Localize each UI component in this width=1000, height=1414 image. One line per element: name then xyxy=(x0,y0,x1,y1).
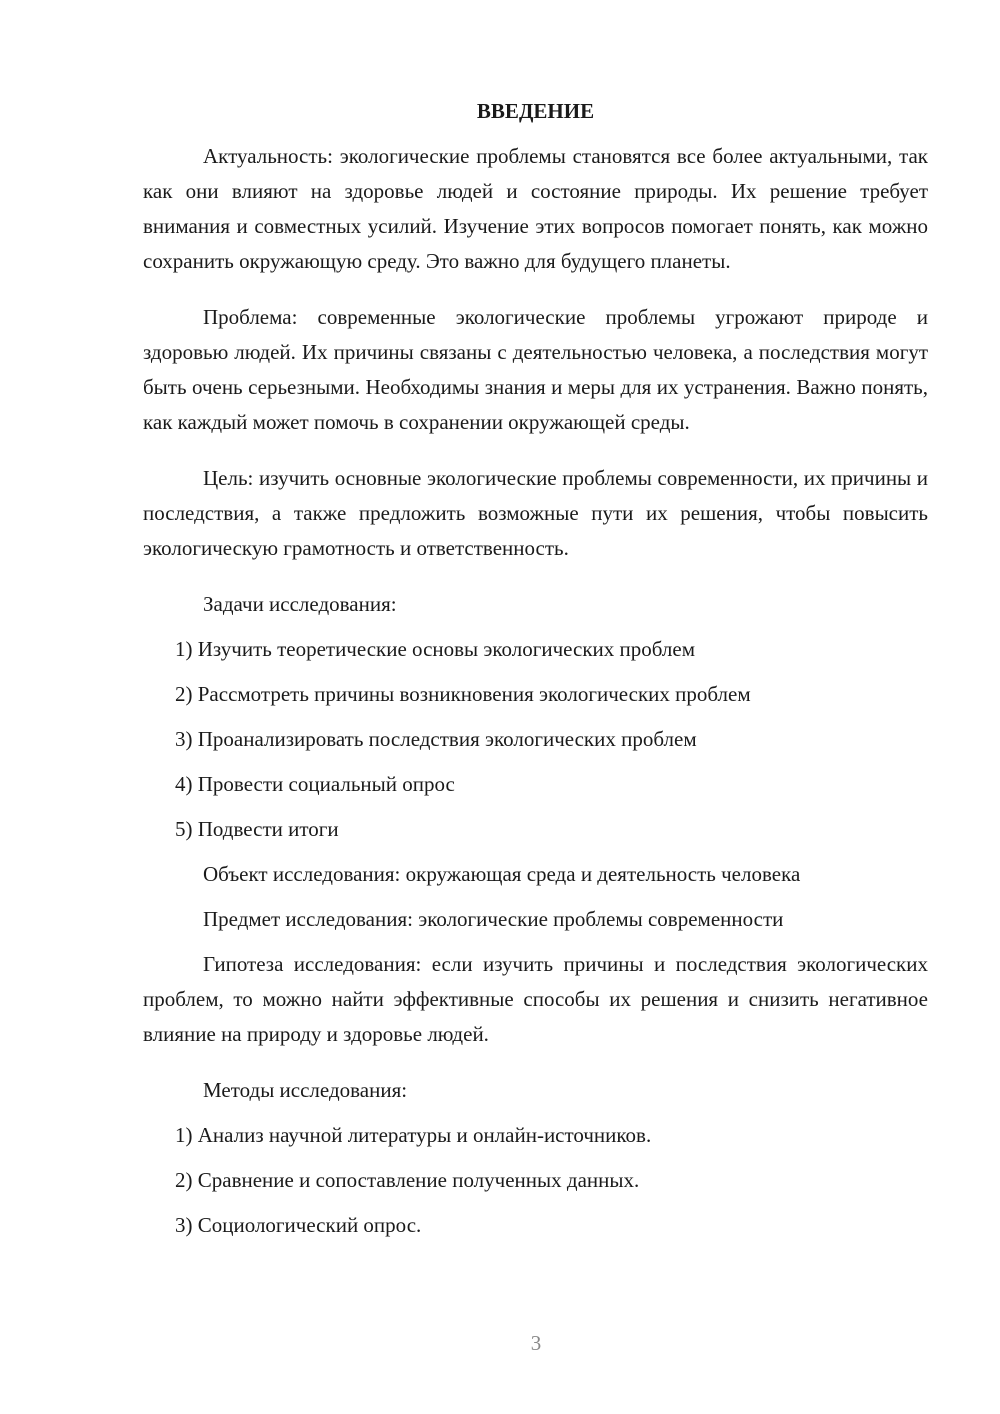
paragraph-gap xyxy=(143,289,928,300)
task-item: 4) Провести социальный опрос xyxy=(175,772,455,796)
problem-paragraph: Проблема: современные экологические проблемы угрожают природе и здоровью людей. Их причины связаны с деятельностью человека, а последствия могут быть очень серьезными. Необходимы знания и меры для их устранения. Важно понять, как каждый может помочь в сохранении окружающей среды. xyxy=(143,305,928,434)
paragraph-gap xyxy=(143,576,928,587)
hypothesis-paragraph: Гипотеза исследования: если изучить причины и последствия экологических проблем, то можно найти эффективные способы их решения и снизить негативное влияние на природу и здоровье людей. xyxy=(143,952,928,1046)
goal-paragraph: Цель: изучить основные экологические проблемы современности, их причины и последствия, а также предложить возможные пути их решения, чтобы повысить экологическую грамотность и ответственность. xyxy=(143,466,928,560)
relevance-paragraph: Актуальность: экологические проблемы становятся все более актуальными, так как они влияют на здоровье людей и состояние природы. Их решение требует внимания и совместных усилий. Изучение этих вопросов помогает понять, как можно сохранить окружающую среду. Это важно для будущего планеты. xyxy=(143,144,928,273)
paragraph-gap xyxy=(143,450,928,461)
task-item: 1) Изучить теоретические основы экологических проблем xyxy=(175,637,696,661)
method-item: 2) Сравнение и сопоставление полученных данных. xyxy=(175,1168,640,1192)
method-item: 1) Анализ научной литературы и онлайн-источников. xyxy=(175,1123,652,1147)
paragraph-gap xyxy=(143,1062,928,1073)
methods-heading: Методы исследования: xyxy=(203,1078,408,1102)
task-item: 2) Рассмотреть причины возникновения экологических проблем xyxy=(175,682,751,706)
task-item: 5) Подвести итоги xyxy=(175,817,339,841)
tasks-heading: Задачи исследования: xyxy=(203,592,397,616)
method-item: 3) Социологический опрос. xyxy=(175,1213,422,1237)
document-page xyxy=(143,95,928,1253)
task-item: 3) Проанализировать последствия экологических проблем xyxy=(175,727,697,751)
subject-line: Предмет исследования: экологические проблемы современности xyxy=(203,907,784,931)
section-title: ВВЕДЕНИЕ xyxy=(476,99,595,123)
object-line: Объект исследования: окружающая среда и деятельность человека xyxy=(203,862,801,886)
page-number: 3 xyxy=(530,1331,542,1355)
